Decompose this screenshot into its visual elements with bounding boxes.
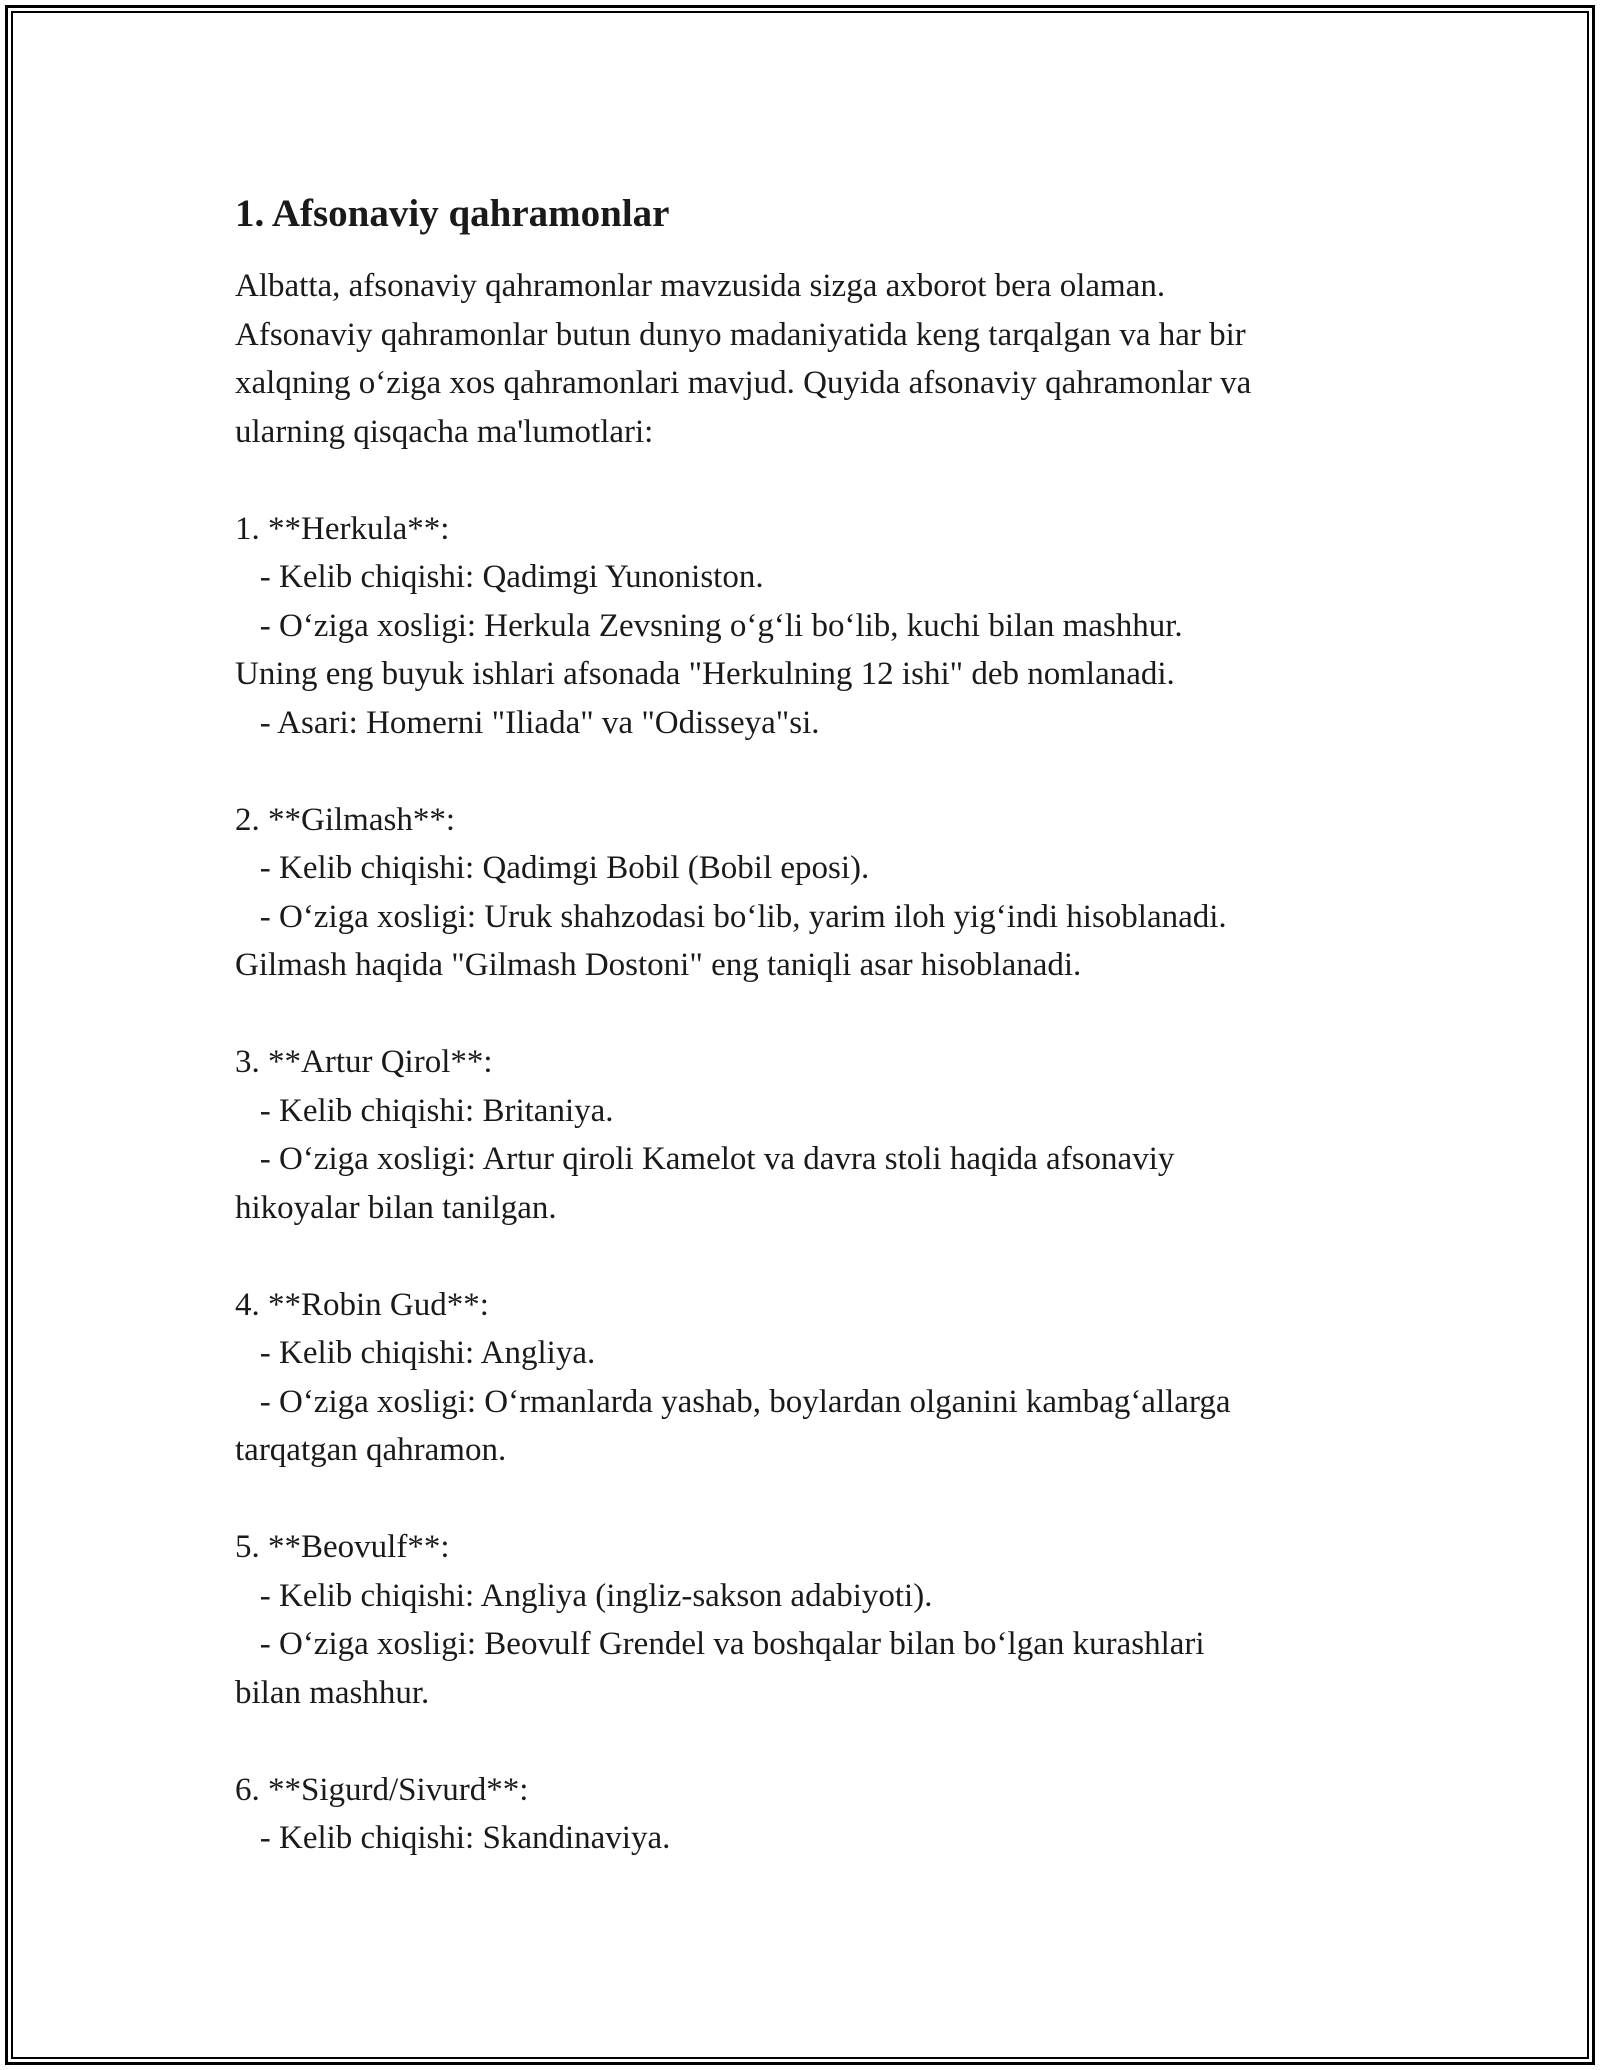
hero-section-sigurd: 6. **Sigurd/Sivurd**: - Kelib chiqishi: Skandinaviya.	[235, 1771, 671, 1856]
document-heading: 1. Afsonaviy qahramonlar	[235, 192, 670, 235]
intro-paragraph: Albatta, afsonaviy qahramonlar mavzusida sizga axborot bera olaman. Afsonaviy qahramonlar butun dunyo madaniyatida keng tarqalgan va har bir xalqning o‘ziga xos qahramonlari mavjud. Quyida afsonaviy qahramonlar va ularning qisqacha ma'lumotlari:	[235, 268, 1252, 450]
hero-section-herkula: 1. **Herkula**: - Kelib chiqishi: Qadimgi Yunoniston. - O‘ziga xosligi: Herkula Zevsning o‘g‘li bo‘lib, kuchi bilan mashhur. Uning eng buyuk ishlari afsonada "Herkulning 12 ishi" deb nomlanadi. - Asari: Homerni "Iliada" va "Odisseya"si.	[235, 510, 1183, 741]
document-body	[235, 188, 1385, 1863]
hero-section-robin: 4. **Robin Gud**: - Kelib chiqishi: Angliya. - O‘ziga xosligi: O‘rmanlarda yashab, boylardan olganini kambag‘allarga tarqatgan qahramon.	[235, 1286, 1231, 1468]
hero-section-beovulf: 5. **Beovulf**: - Kelib chiqishi: Angliya (ingliz-sakson adabiyoti). - O‘ziga xosligi: Beovulf Grendel va boshqalar bilan bo‘lgan kurashlari bilan mashhur.	[235, 1529, 1205, 1711]
hero-section-gilmash: 2. **Gilmash**: - Kelib chiqishi: Qadimgi Bobil (Bobil eposi). - O‘ziga xosligi: Uruk shahzodasi bo‘lib, yarim iloh yig‘indi hisoblanadi. Gilmash haqida "Gilmash Dostoni" eng taniqli asar hisoblanadi.	[235, 801, 1227, 983]
hero-section-artur: 3. **Artur Qirol**: - Kelib chiqishi: Britaniya. - O‘ziga xosligi: Artur qiroli Kamelot va davra stoli haqida afsonaviy hikoyalar bilan tanilgan.	[235, 1044, 1175, 1226]
